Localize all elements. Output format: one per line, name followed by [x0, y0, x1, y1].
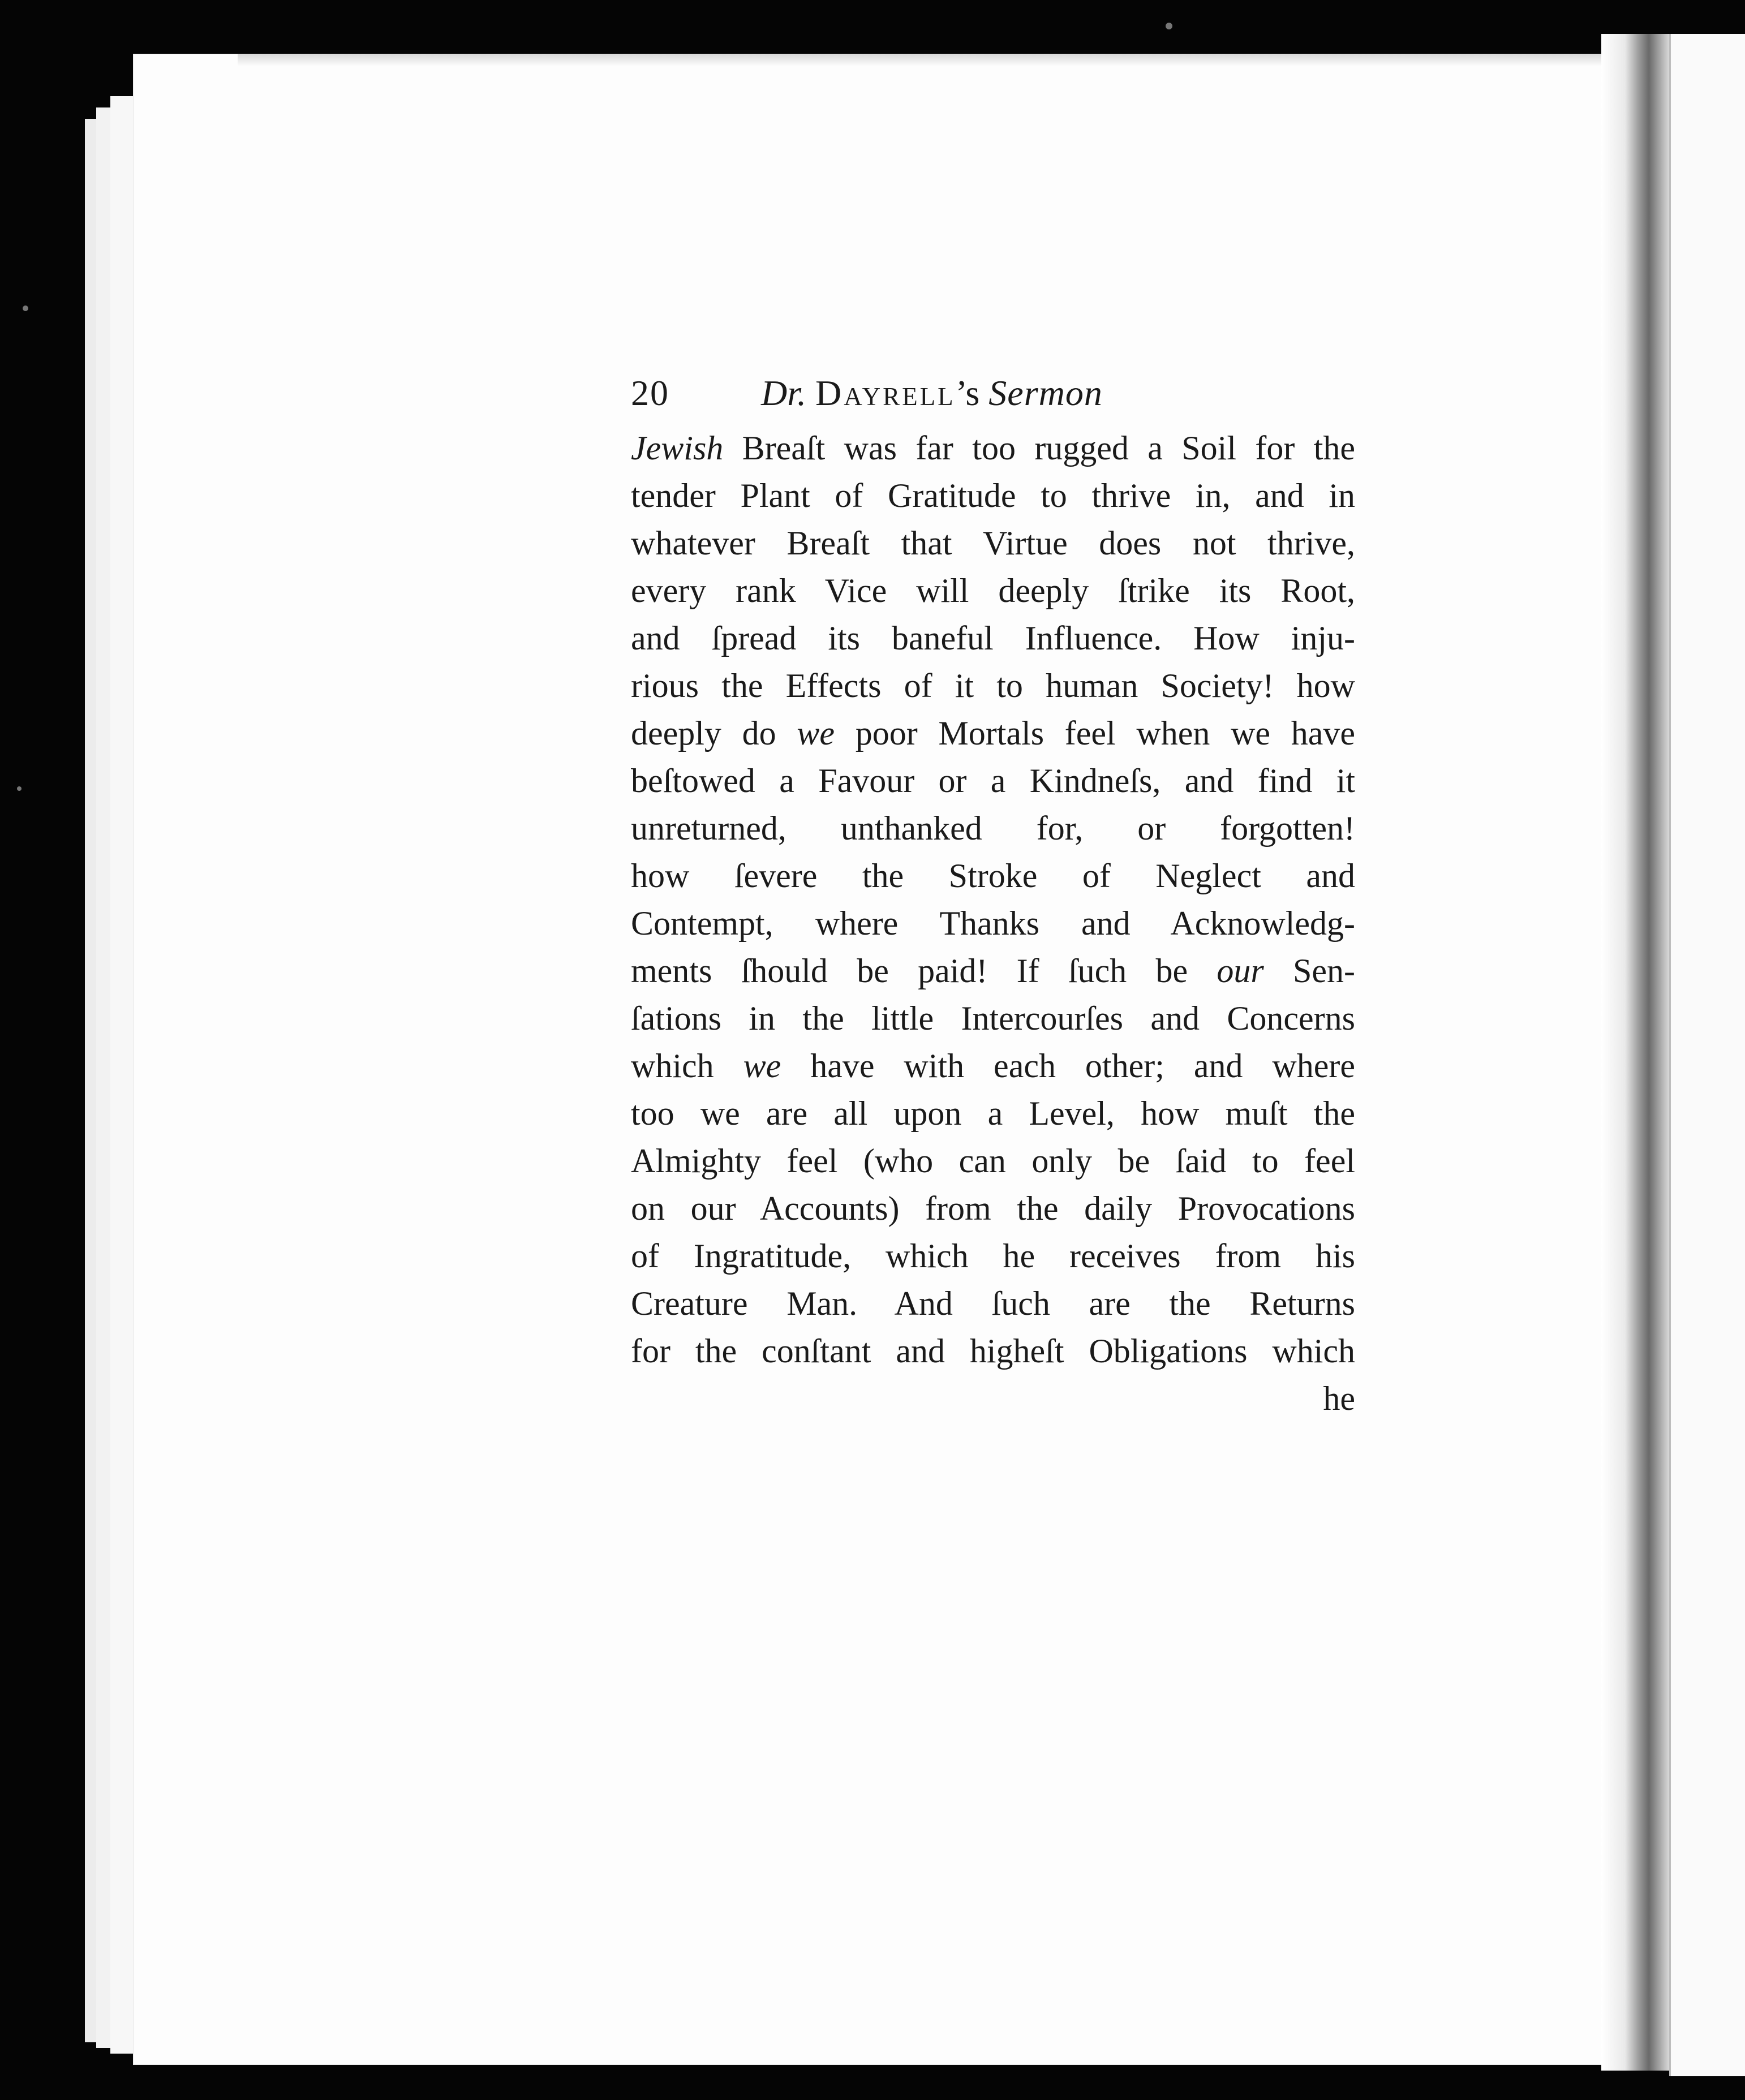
line-text: Contempt, where Thanks and Acknowledg- [631, 905, 1355, 942]
line-text: Breaſt was far too rugged a Soil for the [723, 429, 1355, 467]
text-line [631, 1185, 1355, 1232]
line-text: tender Plant of Gratitude to thrive in, and in [631, 477, 1355, 514]
line-text: every rank Vice will deeply ſtrike its Root, [631, 572, 1355, 609]
scan-speck [17, 786, 22, 791]
line-text: Almighty feel (who can only be ſaid to feel [631, 1142, 1355, 1180]
line-text: poor Mortals feel when we have [835, 715, 1355, 752]
text-line [631, 757, 1355, 804]
catchword-text: he [1323, 1380, 1355, 1417]
line-text: for the conſtant and higheſt Obligations which [631, 1332, 1355, 1370]
italic-word: we [743, 1047, 781, 1085]
text-line [631, 900, 1355, 947]
running-title-prefix: Dr. [761, 373, 807, 413]
text-line [631, 947, 1355, 995]
running-title-possessive: ’s [955, 373, 980, 413]
line-text: have with each other; and where [781, 1047, 1355, 1085]
page-top-fold [238, 54, 1613, 66]
text-line [631, 1232, 1355, 1280]
text-line [631, 567, 1355, 614]
line-text: of Ingratitude, which he receives from his [631, 1237, 1355, 1275]
text-line [631, 995, 1355, 1042]
line-text: unreturned, unthanked for, or forgotten! [631, 810, 1355, 847]
text-line [631, 1327, 1355, 1375]
text-line [631, 1042, 1355, 1090]
text-line [631, 519, 1355, 567]
book-binding-shadow [1601, 34, 1669, 2071]
text-line [631, 1280, 1355, 1327]
sermon-text-block [631, 362, 1355, 1422]
facing-page-edge [1669, 34, 1745, 2076]
scan-speck [1166, 23, 1172, 29]
line-text: deeply do [631, 715, 797, 752]
line-text: beſtowed a Favour or a Kindneſs, and find it [631, 762, 1355, 799]
line-text: on our Accounts) from the daily Provocations [631, 1190, 1355, 1227]
line-text: Sen- [1263, 952, 1356, 989]
text-line [631, 614, 1355, 662]
line-text: whatever Breaſt that Virtue does not thrive, [631, 524, 1355, 562]
italic-word: we [797, 715, 835, 752]
running-title [761, 362, 1103, 424]
line-text: too we are all upon a Level, how muſt the [631, 1095, 1355, 1132]
line-text: which [631, 1047, 743, 1085]
line-text: how ſevere the Stroke of Neglect and [631, 857, 1355, 894]
text-line [631, 1137, 1355, 1185]
text-line [631, 852, 1355, 900]
text-line [631, 804, 1355, 852]
catchword [631, 1375, 1355, 1422]
running-head [631, 362, 1355, 424]
line-text: ſations in the little Intercourſes and Concerns [631, 1000, 1355, 1037]
text-line [631, 424, 1355, 472]
line-text: rious the Effects of it to human Society! how [631, 667, 1355, 704]
running-title-name: Dayrell [815, 373, 956, 413]
running-title-sermon: Sermon [988, 373, 1103, 413]
line-text: Creature Man. And ſuch are the Returns [631, 1285, 1355, 1322]
text-line [631, 709, 1355, 757]
line-text: ments ſhould be paid! If ſuch be [631, 952, 1217, 989]
italic-word: our [1217, 952, 1264, 989]
text-line [631, 662, 1355, 709]
page-number: 20 [631, 373, 669, 413]
scan-speck [23, 305, 28, 311]
line-text: and ſpread its baneful Influence. How inju- [631, 619, 1355, 657]
italic-word: Jewish [631, 429, 724, 467]
text-line [631, 1090, 1355, 1137]
text-line [631, 472, 1355, 519]
